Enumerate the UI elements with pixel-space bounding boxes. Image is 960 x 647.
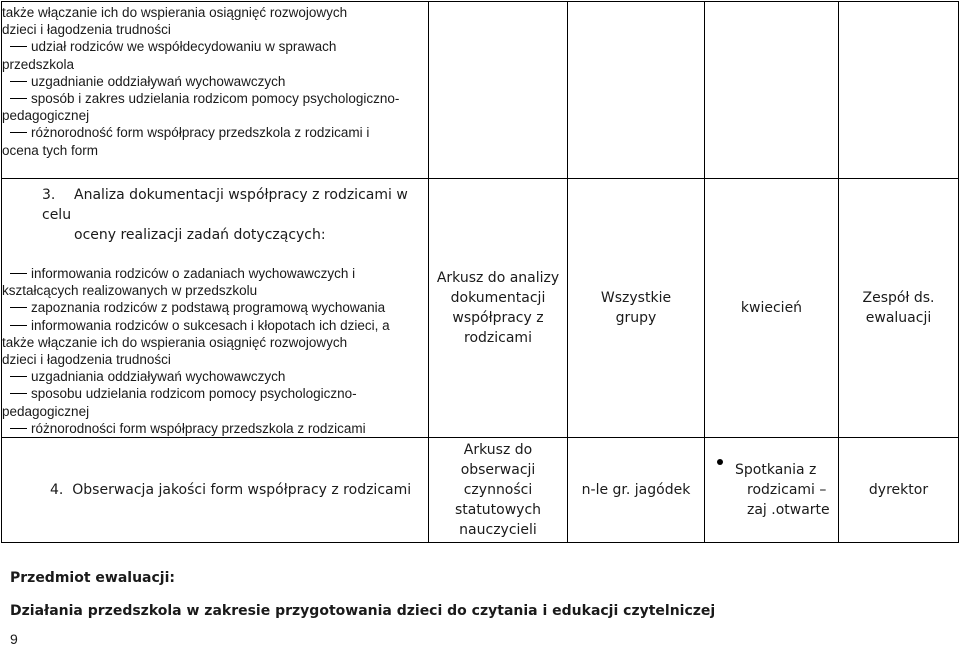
list-item-text: sposobu udzielania rodzicom pomocy psychologiczno-: [31, 386, 357, 402]
list-item-text: pedagogicznej: [2, 108, 90, 124]
page-number: 9: [10, 631, 18, 647]
text-line: grupy: [615, 310, 657, 327]
date-text: kwiecień: [740, 300, 803, 317]
table-row: [2, 2, 959, 179]
list-item: [2, 21, 428, 38]
task-number: 3.: [42, 187, 56, 203]
evaluation-table: [1, 1, 959, 543]
task-heading-line: Obserwacja jakości form współpracy z rodzicami: [72, 482, 412, 499]
task-heading: [2, 179, 428, 245]
date-text: Spotkania z: [735, 462, 817, 479]
list-item-text: uzgadnianie oddziaływań wychowawczych: [31, 73, 286, 89]
list-item: [2, 403, 428, 420]
sample-text: [568, 288, 704, 328]
text-line: Zespół ds.: [862, 290, 935, 307]
text-line: Arkusz do analizy: [436, 270, 560, 287]
task-lines: [2, 2, 428, 159]
task-cell: [2, 179, 429, 438]
responsible-cell: [839, 2, 959, 179]
date-text: zaj .otwarte: [747, 502, 830, 519]
dash-marker-icon: [10, 325, 27, 326]
list-item: [2, 317, 428, 334]
tool-text: [429, 268, 567, 348]
task-heading-line: Analiza dokumentacji współpracy z rodzicami w celu: [42, 187, 408, 223]
list-item: [2, 107, 428, 124]
list-item: [2, 299, 428, 316]
list-item-text: sposób i zakres udzielania rodzicom pomocy psychologiczno-: [31, 91, 400, 107]
responsible-cell: [839, 438, 959, 543]
dash-marker-icon: [10, 273, 27, 274]
sample-cell: [568, 2, 705, 179]
list-item: [2, 282, 428, 299]
tool-cell: [429, 438, 568, 543]
list-item-text: dzieci i łagodzenia trudności: [2, 22, 171, 38]
list-item: [2, 368, 428, 385]
date-text: rodzicami –: [747, 482, 827, 499]
list-item: [2, 124, 428, 141]
list-item: [2, 420, 428, 437]
list-item: [2, 351, 428, 368]
task-lines: [2, 265, 428, 437]
tool-cell: [429, 2, 568, 179]
text-line: współpracy z: [452, 310, 544, 327]
dash-marker-icon: [10, 81, 27, 82]
evaluation-subject-label: Przedmiot ewaluacji:: [10, 570, 175, 586]
list-item-text: przedszkola: [2, 56, 75, 72]
date-cell: [705, 2, 839, 179]
list-item: [2, 73, 428, 90]
list-item-text: różnorodność form współpracy przedszkola z rodzicami i: [31, 125, 370, 141]
list-item-text: informowania rodziców o sukcesach i kłopotach ich dzieci, a: [31, 317, 390, 333]
list-item: [2, 385, 428, 402]
text-line: Wszystkie: [600, 290, 672, 307]
sample-cell: [568, 179, 705, 438]
dash-marker-icon: [10, 376, 27, 377]
list-item-text: udział rodziców we współdecydowaniu w sprawach: [31, 39, 337, 55]
list-item-text: ocena tych form: [2, 142, 99, 158]
text-line: Arkusz do: [463, 442, 533, 459]
date-cell: [705, 438, 839, 543]
dash-marker-icon: [10, 428, 27, 429]
list-item: [2, 142, 428, 159]
text-line: nauczycieli: [459, 522, 537, 539]
list-item: [2, 4, 428, 21]
table-row: [2, 179, 959, 438]
list-item-text: także włączanie ich do wspierania osiągnięć rozwojowych: [2, 5, 348, 20]
evaluation-subject: Działania przedszkola w zakresie przygotowania dzieci do czytania i edukacji czytelniczej: [10, 603, 716, 619]
task-heading-line: oceny realizacji zadań dotyczących:: [74, 227, 326, 243]
sample-text: n-le gr. jagódek: [581, 482, 691, 499]
list-item: [2, 334, 428, 351]
text-line: czynności: [463, 482, 533, 499]
task-cell: [2, 438, 429, 543]
list-item-text: także włączanie ich do wspierania osiągnięć rozwojowych: [2, 334, 348, 350]
sample-cell: [568, 438, 705, 543]
table-row: [2, 438, 959, 543]
list-item-text: dzieci i łagodzenia trudności: [2, 352, 171, 368]
text-line: ewaluacji: [865, 310, 932, 327]
dash-marker-icon: [10, 307, 27, 308]
responsible-cell: [839, 179, 959, 438]
list-item-text: zapoznania rodziców z podstawą programową wychowania: [31, 300, 386, 316]
responsible-text: dyrektor: [868, 482, 929, 499]
text-line: rodzicami: [464, 330, 532, 347]
responsible-text: [839, 288, 958, 328]
list-item: [2, 90, 428, 107]
date-cell: [705, 179, 839, 438]
dash-marker-icon: [10, 132, 27, 133]
list-item-text: różnorodności form współpracy przedszkola z rodzicami: [31, 420, 366, 436]
list-item: [2, 38, 428, 55]
tool-cell: [429, 179, 568, 438]
list-item-text: uzgadniania oddziaływań wychowawczych: [31, 369, 286, 385]
list-item-text: informowania rodziców o zadaniach wychowawczych i: [31, 266, 356, 281]
dash-marker-icon: [10, 98, 27, 99]
text-line: statutowych: [454, 502, 542, 519]
list-item-text: pedagogicznej: [2, 403, 90, 419]
list-item: [2, 56, 428, 73]
task-number: 4.: [50, 482, 64, 499]
list-item: [2, 265, 428, 282]
dash-marker-icon: [10, 393, 27, 394]
list-item-text: kształcących realizowanych w przedszkolu: [2, 283, 258, 299]
dash-marker-icon: [10, 46, 27, 47]
date-list: [705, 460, 838, 520]
text-line: obserwacji: [460, 462, 536, 479]
task-heading: [2, 482, 428, 498]
bullet-icon: [717, 459, 723, 465]
tool-text: [429, 440, 567, 540]
task-cell: [2, 2, 429, 179]
text-line: dokumentacji: [450, 290, 546, 307]
